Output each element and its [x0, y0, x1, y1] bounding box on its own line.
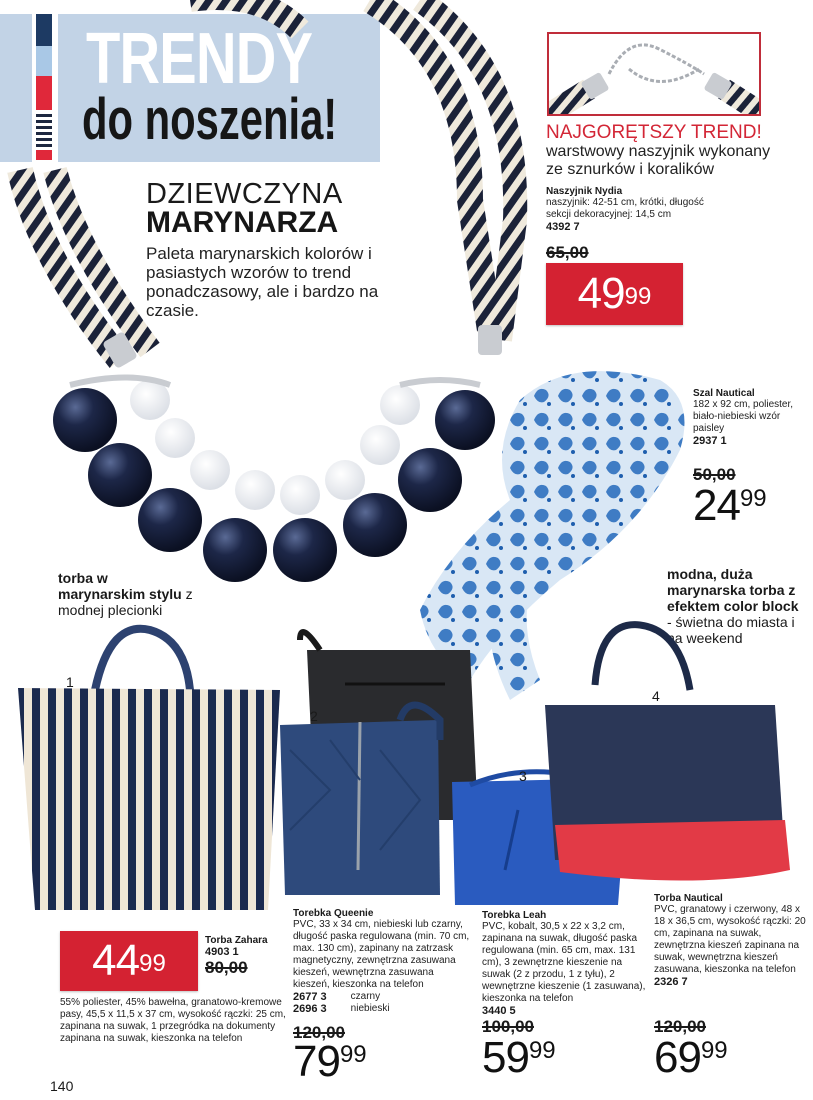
bags-image [0, 610, 813, 910]
bag1-details [205, 935, 285, 978]
header-subtitle: do noszenia! [82, 87, 338, 152]
bag4-number: 4 [652, 688, 660, 704]
price-decimal: 99 [339, 1041, 367, 1068]
price-decimal: 99 [528, 1037, 556, 1064]
variant-row [293, 1003, 473, 1015]
price-integer: 44 [92, 936, 140, 985]
bag3-number: 3 [519, 768, 527, 784]
product-desc: PVC, granatowy i czerwony, 48 x 18 x 36,5 cm, wysokość rączki: 20 cm, zapinana na suwak, zewnętrzna kieszeń zapinana na suwak, wewnętrzna kieszeń zasuwana, kieszonka na telefon [654, 904, 806, 975]
intro-title: MARYNARZA [146, 206, 339, 239]
product-name: Torba Zahara [205, 935, 268, 946]
old-price: 65,00 [546, 243, 589, 262]
old-price: 120,00 [293, 1023, 345, 1042]
bag1-headline-bold: torba w marynarskim stylu [58, 570, 182, 602]
product-code: 3440 5 [482, 1005, 516, 1017]
price-decimal: 99 [624, 283, 652, 310]
variant-color: niebieski [350, 1003, 390, 1014]
old-price: 120,00 [654, 1017, 706, 1036]
product-code: 4392 7 [546, 221, 580, 233]
product-code: 2937 1 [693, 435, 727, 447]
price [654, 1033, 728, 1082]
product-desc: PVC, 33 x 34 cm, niebieski lub czarny, długość paska regulowana (min. 70 cm, max. 130 cm), zapinany na zatrzask magnetyczny, zewnętrzna zasuwana kieszeń, wewnętrzna zasuwana kieszeń, kieszonka na telefon [293, 919, 470, 990]
product-name: Torba Nautical [654, 893, 723, 904]
bag2-details [293, 908, 473, 1015]
variant-row [293, 991, 473, 1003]
bag2-number: 2 [310, 708, 318, 724]
product-name: Torebka Leah [482, 910, 547, 921]
bag1-desc: 55% poliester, 45% bawełna, granatowo-kremowe pasy, 45,5 x 11,5 x 37 cm, wysokość rączki: 25 cm, zapinana na suwak, 1 przegródka na dokumenty zapinana na suwak, kieszonka na telefon [60, 997, 286, 1044]
product-name: Torebka Queenie [293, 908, 374, 919]
price [482, 1033, 556, 1082]
product-desc: 182 x 92 cm, poliester, biało-niebieski wzór paisley [693, 399, 794, 434]
old-price: 100,00 [482, 1017, 534, 1036]
price-integer: 79 [293, 1037, 340, 1086]
scarf-details [693, 388, 808, 447]
product-desc: sekcji dekoracyjnej: 14,5 cm [546, 209, 672, 220]
clasp-image [549, 34, 761, 116]
variant-code: 2696 3 [293, 1003, 327, 1015]
necklace-clasp-inset [547, 32, 761, 116]
price [693, 481, 767, 530]
price [293, 1037, 367, 1086]
header-title: TRENDY [86, 19, 313, 99]
price-integer: 24 [693, 481, 740, 530]
product-name: Naszyjnik Nydia [546, 186, 623, 197]
old-price: 80,00 [205, 958, 248, 977]
old-price: 50,00 [693, 465, 736, 484]
variant-code: 2677 3 [293, 991, 327, 1003]
product-name: Szal Nautical [693, 388, 755, 399]
price-decimal: 99 [739, 485, 767, 512]
necklace-headline: NAJGORĘTSZY TREND! [546, 122, 762, 143]
product-desc: PVC, kobalt, 30,5 x 22 x 3,2 cm, zapinana na suwak, długość paska regulowana (min. 65 cm, max. 131 cm), 3 zewnętrzne kieszenie na suwak (2 z przodu, 1 z tyłu), 2 wewnętrzne kieszenie (1 zasuwana), kieszonka na telefon [482, 921, 646, 1004]
necklace-details [546, 186, 746, 233]
product-code: 4903 1 [205, 946, 239, 958]
price-decimal: 99 [700, 1037, 728, 1064]
price-integer: 59 [482, 1033, 529, 1082]
intro-kicker: DZIEWCZYNA [146, 178, 343, 210]
page-number: 140 [50, 1078, 74, 1094]
price-badge [60, 931, 198, 991]
price-badge [546, 263, 683, 325]
bag4-headline-rest: - świetna do miasta i na weekend [667, 614, 795, 646]
intro-body: Paleta marynarskich kolorów i pasiastych wzorów to trend ponadczasowy, ale i bardzo na czasie. [146, 244, 379, 320]
product-desc: naszyjnik: 42-51 cm, krótki, długość [546, 197, 704, 208]
product-code: 2326 7 [654, 976, 688, 988]
price-integer: 69 [654, 1033, 701, 1082]
variant-color: czarny [350, 991, 381, 1002]
price-decimal: 99 [139, 950, 166, 977]
bag1-headline-rest: z modnej plecionki [58, 586, 193, 618]
bag4-headline-bold: modna, duża marynarska torba z efektem color block [667, 566, 799, 614]
bag4-details [654, 893, 809, 988]
price-integer: 49 [577, 269, 625, 318]
bag1-number: 1 [66, 674, 74, 690]
necklace-subline: warstwowy naszyjnik wykonany ze sznurków i koralików [546, 143, 771, 178]
bag3-details [482, 910, 647, 1017]
